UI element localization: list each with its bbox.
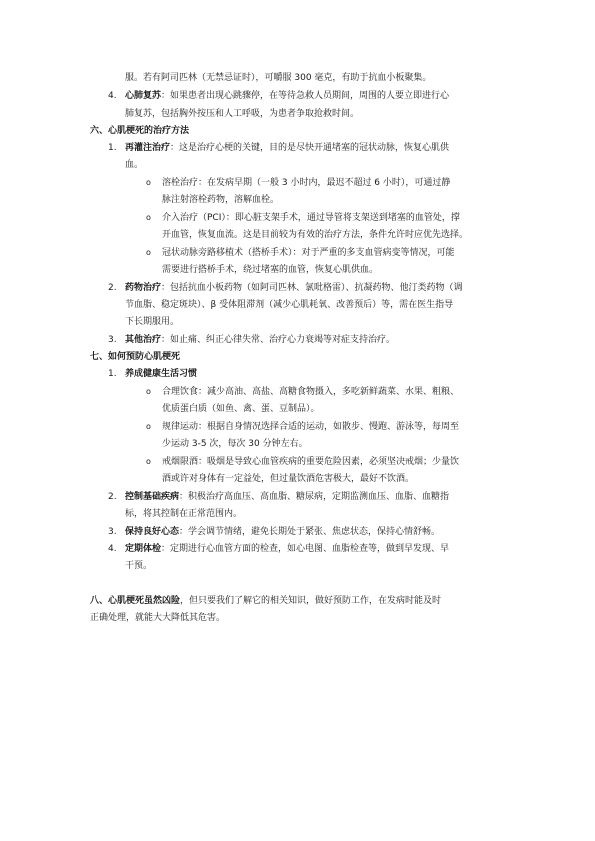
list-item-mindset (125, 524, 440, 541)
list-item-other (125, 332, 395, 349)
item-label: 心肺复苏 (125, 91, 162, 101)
list-number: 4. (108, 91, 117, 101)
conclusion-text-cont: 正确处理，就能大大降低其危害。 (90, 613, 226, 623)
sub-item-exercise: 规律运动：根据自身情况选择合适的运动，如散步、慢跑、游泳等，每周至 (162, 422, 460, 432)
sub-item-text-cont: 开血管，恢复血流。这是目前较为有效的治疗方法，条件允许时应优先选择。 (162, 230, 469, 240)
list-number: 1. (108, 369, 117, 379)
list-number: 3. (108, 527, 117, 537)
sub-item-diet: 合理饮食：减少高油、高盐、高糖食物摄入，多吃新鲜蔬菜、水果、粗粮、 (162, 387, 460, 397)
item-label: 保持良好心态 (125, 527, 180, 537)
item-text-cont: 肺复苏，包括胸外按压和人工呼吸，为患者争取抢救时间。 (125, 109, 360, 119)
bullet-icon: o (146, 457, 151, 466)
item-label: 再灌注治疗 (125, 143, 171, 153)
sub-item-pci: 介入治疗（PCI）：即心脏支架手术，通过导管将支架送到堵塞的血管处，撑 (162, 213, 460, 223)
item-label: 药物治疗 (125, 283, 162, 293)
conclusion-text: ，但只要我们了解它的相关知识，做好预防工作，在发病时能及时 (180, 596, 442, 606)
list-item-checkup (125, 541, 449, 558)
item-label: 定期体检 (125, 544, 162, 554)
sub-item-thrombolysis: 溶栓治疗：在发病早期（一般 3 小时内，最迟不超过 6 小时），可通过静 (162, 178, 451, 188)
item-text: ：如止痛、纠正心律失常、治疗心力衰竭等对症支持治疗。 (161, 335, 396, 345)
item-text-cont: 血。 (125, 160, 144, 170)
section-heading-treatment: 六、心肌梗死的治疗方法 (90, 126, 190, 136)
sub-item-cabg: 冠状动脉旁路移植术（搭桥手术）：对于严重的多支血管病变等情况，可能 (162, 248, 455, 258)
sub-item-text-cont: 需要进行搭桥手术，绕过堵塞的血管，恢复心肌供血。 (162, 265, 379, 275)
bullet-icon: o (146, 422, 151, 431)
item-text-cont: 节血脂、稳定斑块）、β 受体阻滞剂（减少心肌耗氧、改善预后）等，需在医生指导 (125, 300, 454, 310)
sub-item-text-cont: 脉注射溶栓药物，溶解血栓。 (162, 195, 280, 205)
item-label: 控制基础疾病 (125, 492, 180, 502)
item-text-cont: 下长期服用。 (125, 317, 180, 327)
list-number: 2. (108, 283, 117, 293)
bullet-icon: o (146, 213, 151, 222)
item-text: ：学会调节情绪，避免长期处于紧张、焦虑状态，保持心情舒畅。 (179, 527, 441, 537)
list-number: 3. (108, 335, 117, 345)
sub-item-text-cont: 优质蛋白质（如鱼、禽、蛋、豆制品）。 (162, 404, 320, 414)
item-label: 其他治疗 (125, 335, 162, 345)
section-conclusion (90, 593, 441, 610)
list-item-drugs (125, 280, 463, 297)
sub-item-smoking: 戒烟限酒：吸烟是导致心血管疾病的重要危险因素，必须坚决戒烟；少量饮 (162, 457, 460, 467)
item-text: ：这是治疗心梗的关键，目的是尽快开通堵塞的冠状动脉，恢复心肌供 (170, 143, 450, 153)
list-number: 1. (108, 143, 117, 153)
item-text: ：定期进行心血管方面的检查，如心电图、血脂检查等，做到早发现、早 (161, 544, 450, 554)
section-heading-prevention: 七、如何预防心肌梗死 (90, 352, 181, 362)
item-text-cont: 标，将其控制在正常范围内。 (125, 509, 243, 519)
section-heading-conclusion: 八、心肌梗死虽然凶险 (90, 596, 181, 606)
item3-continuation: 服。若有阿司匹林（无禁忌证时），可嚼服 300 毫克，有助于抗血小板聚集。 (125, 73, 432, 83)
list-item-control-disease (125, 489, 449, 506)
list-number: 2. (108, 492, 117, 502)
list-item-lifestyle: 养成健康生活习惯 (125, 369, 198, 379)
bullet-icon: o (146, 178, 151, 187)
list-number: 4. (108, 544, 117, 554)
sub-item-text-cont: 少运动 3-5 次，每次 30 分钟左右。 (162, 439, 308, 449)
list-item-cpr (125, 88, 449, 105)
item-text-cont: 干预。 (125, 561, 153, 571)
list-item-reperfusion (125, 140, 449, 157)
item-text: ：积极治疗高血压、高血脂、糖尿病，定期监测血压、血脂、血糖指 (179, 492, 450, 502)
item-text: ：包括抗血小板药物（如阿司匹林、氯吡格雷）、抗凝药物、他汀类药物（调 (161, 283, 463, 293)
bullet-icon: o (146, 387, 151, 396)
bullet-icon: o (146, 248, 151, 257)
item-text: ：如果患者出现心跳骤停，在等待急救人员期间，周围的人要立即进行心 (161, 91, 450, 101)
sub-item-text-cont: 酒或许对身体有一定益处，但过量饮酒危害极大，最好不饮酒。 (162, 474, 415, 484)
